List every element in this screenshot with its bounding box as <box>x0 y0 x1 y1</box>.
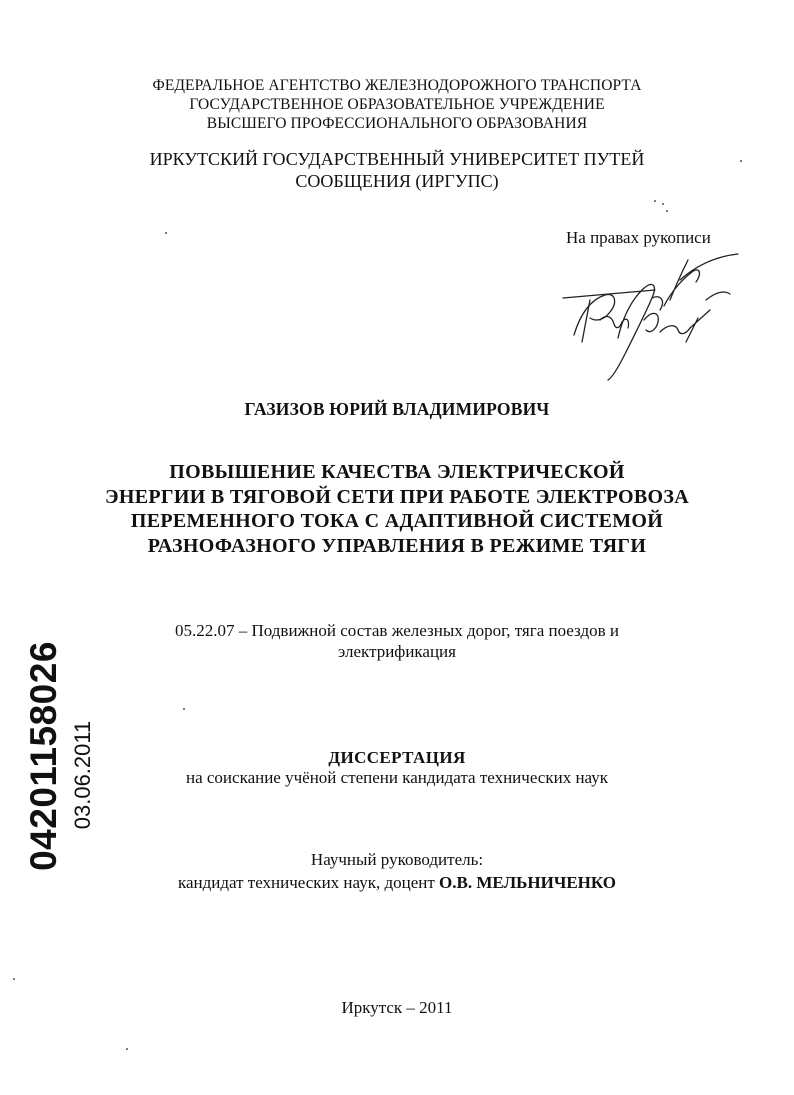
document-subtitle: на соискание учёной степени кандидата технических наук <box>185 768 608 787</box>
scan-speck <box>126 1048 128 1050</box>
advisor-name: О.В. МЕЛЬНИЧЕНКО <box>439 873 617 892</box>
university-line: ИРКУТСКИЙ ГОСУДАРСТВЕННЫЙ УНИВЕРСИТЕТ ПУТЕЙ <box>149 149 645 169</box>
university-name <box>0 148 794 192</box>
title-line: ЭНЕРГИИ В ТЯГОВОЙ СЕТИ ПРИ РАБОТЕ ЭЛЕКТРОВОЗА <box>105 485 689 508</box>
title-line: ПЕРЕМЕННОГО ТОКА С АДАПТИВНОЙ СИСТЕМОЙ <box>130 510 664 532</box>
dissertation-title <box>0 460 794 558</box>
agency-line: ГОСУДАРСТВЕННОЕ ОБРАЗОВАТЕЛЬНОЕ УЧРЕЖДЕНИЕ <box>189 96 605 113</box>
specialty <box>0 620 794 662</box>
scan-speck <box>662 203 664 205</box>
author-name: ГАЗИЗОВ ЮРИЙ ВЛАДИМИРОВИЧ <box>244 399 550 419</box>
signature-image <box>560 250 750 385</box>
stamp-number-text: 04201158026 <box>23 641 64 871</box>
scan-speck <box>740 160 742 162</box>
advisor-label: Научный руководитель: <box>310 850 484 869</box>
title-line: ПОВЫШЕНИЕ КАЧЕСТВА ЭЛЕКТРИЧЕСКОЙ <box>169 461 625 483</box>
university-line: СООБЩЕНИЯ (ИРГУПС) <box>295 171 499 191</box>
scan-speck <box>13 978 15 980</box>
scan-speck <box>183 708 185 710</box>
stamp-date-text: 03.06.2011 <box>70 720 95 830</box>
city-year: Иркутск – 2011 <box>341 998 453 1017</box>
scan-speck <box>165 232 167 234</box>
advisor-degree: кандидат технических наук, доцент <box>177 873 435 892</box>
scan-speck <box>666 210 668 212</box>
title-line: РАЗНОФАЗНОГО УПРАВЛЕНИЯ В РЕЖИМЕ ТЯГИ <box>147 534 647 557</box>
document-type: ДИССЕРТАЦИЯ <box>328 748 466 767</box>
rights-note: На правах рукописи <box>566 228 711 247</box>
agency-header <box>0 76 794 133</box>
agency-line: ВЫСШЕГО ПРОФЕССИОНАЛЬНОГО ОБРАЗОВАНИЯ <box>206 115 588 132</box>
scan-speck <box>654 200 656 202</box>
agency-line: ФЕДЕРАЛЬНОЕ АГЕНТСТВО ЖЕЛЕЗНОДОРОЖНОГО ТРАНСПОРТА <box>152 77 642 94</box>
advisor-info <box>0 873 794 893</box>
specialty-line: 05.22.07 – Подвижной состав железных дорог, тяга поездов и <box>174 621 619 640</box>
specialty-line: электрификация <box>338 642 456 661</box>
